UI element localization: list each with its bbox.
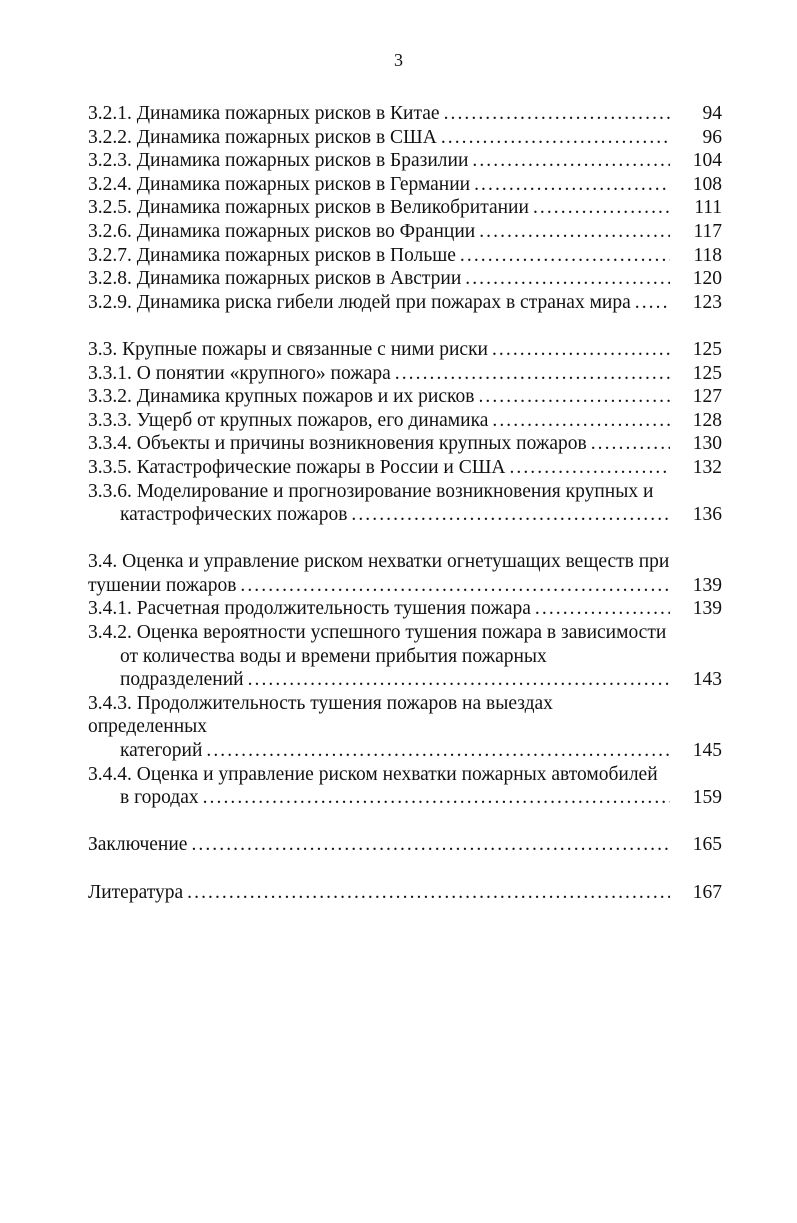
toc-entry-line: 3.4.3. Продолжительность тушения пожаров на выездах определенных <box>88 692 553 738</box>
group-spacer <box>88 527 722 551</box>
page-number: 3 <box>394 50 403 70</box>
dot-leader <box>460 244 670 268</box>
toc-entry-line: 3.2.6. Динамика пожарных рисков во Франции <box>88 220 476 242</box>
toc-entry-line: 3.4.2. Оценка вероятности успешного тушения пожара в зависимости <box>88 622 667 644</box>
toc-entry-line: 3.2.5. Динамика пожарных рисков в Великобритании <box>88 197 529 219</box>
toc-entry[interactable] <box>88 196 722 220</box>
toc-entry-line: тушении пожаров <box>88 574 237 596</box>
toc-entry-title <box>88 409 676 433</box>
toc-entry-last-line <box>88 196 676 220</box>
toc-entry[interactable] <box>88 692 722 763</box>
toc-page-number: 120 <box>692 268 722 290</box>
toc-page-number: 132 <box>692 456 722 478</box>
toc-entry-title <box>88 220 676 244</box>
toc-page-number: 123 <box>692 291 722 313</box>
dot-leader <box>472 149 670 173</box>
toc-page-number: 127 <box>692 386 722 408</box>
toc-entry-last-line <box>88 149 676 173</box>
toc-entry-last-line <box>88 597 676 621</box>
toc-page-number: 130 <box>692 433 722 455</box>
toc-page-number: 108 <box>692 173 722 195</box>
toc-entry-last-line <box>88 409 676 433</box>
dot-leader <box>492 338 670 362</box>
toc-entry-last-line <box>88 385 676 409</box>
toc-entry-title <box>88 196 676 220</box>
toc-entry-line: в городах <box>120 787 199 809</box>
dot-leader <box>441 126 670 150</box>
toc-entry-last-line <box>88 244 676 268</box>
dot-leader <box>203 786 670 810</box>
toc-entry-line: катастрофических пожаров <box>120 504 348 526</box>
toc-entry[interactable] <box>88 480 722 527</box>
toc-entry[interactable] <box>88 267 722 291</box>
group-spacer <box>88 810 722 834</box>
toc-entry-line: 3.2.8. Динамика пожарных рисков в Австрии <box>88 268 462 290</box>
toc-entry-title <box>88 291 676 315</box>
toc-entry-line: 3.3.4. Объекты и причины возникновения крупных пожаров <box>88 433 587 455</box>
toc-entry-title <box>88 102 676 126</box>
toc-entry[interactable] <box>88 338 722 362</box>
toc-group <box>88 550 722 810</box>
toc-entry[interactable] <box>88 763 722 810</box>
toc-entry[interactable] <box>88 362 722 386</box>
toc-entry-title <box>88 480 676 527</box>
toc-entry-last-line <box>88 291 676 315</box>
toc-page-number: 128 <box>692 409 722 431</box>
toc-group <box>88 338 722 527</box>
toc-group <box>88 833 722 857</box>
toc-entry[interactable] <box>88 385 722 409</box>
toc-entry-last-line <box>88 126 676 150</box>
toc-entry[interactable] <box>88 432 722 456</box>
toc-entry-line: 3.4.1. Расчетная продолжительность тушения пожара <box>88 598 531 620</box>
dot-leader <box>635 291 670 315</box>
toc-entry[interactable] <box>88 409 722 433</box>
toc-entry-line: 3.3.3. Ущерб от крупных пожаров, его динамика <box>88 409 489 431</box>
toc-entry[interactable] <box>88 833 722 857</box>
dot-leader <box>535 597 670 621</box>
toc-entry[interactable] <box>88 102 722 126</box>
toc-entry-line: 3.3.1. О понятии «крупного» пожара <box>88 362 391 384</box>
toc-entry-last-line <box>88 668 676 692</box>
toc-entry-title <box>88 432 676 456</box>
toc-page-number: 139 <box>692 598 722 620</box>
toc-entry[interactable] <box>88 126 722 150</box>
toc-entry-line: подразделений <box>120 669 244 691</box>
toc-page-number: 143 <box>692 669 722 691</box>
toc-entry[interactable] <box>88 220 722 244</box>
toc-entry-title <box>88 362 676 386</box>
toc-entry-title <box>88 833 676 857</box>
toc-page-number: 118 <box>693 244 722 266</box>
toc-entry-title <box>88 338 676 362</box>
toc-entry-last-line <box>88 362 676 386</box>
toc-page-number: 165 <box>692 834 722 856</box>
toc-page-number: 117 <box>693 220 722 242</box>
group-spacer <box>88 314 722 338</box>
toc-entry[interactable] <box>88 550 722 597</box>
toc-entry-last-line <box>88 456 676 480</box>
toc-entry-last-line <box>88 833 676 857</box>
toc-entry-last-line <box>88 338 676 362</box>
toc-entry-title <box>88 692 676 763</box>
toc-entry-title <box>88 244 676 268</box>
dot-leader <box>206 739 670 763</box>
toc-group <box>88 102 722 314</box>
dot-leader <box>187 881 670 905</box>
toc-page-number: 167 <box>692 881 722 903</box>
toc-page-number: 96 <box>702 126 722 148</box>
dot-leader <box>240 574 670 598</box>
toc-entry-title <box>88 597 676 621</box>
dot-leader <box>465 267 670 291</box>
toc-entry-line: 3.3.6. Моделирование и прогнозирование возникновения крупных и <box>88 480 654 502</box>
toc-entry-line: 3.3.2. Динамика крупных пожаров и их рисков <box>88 386 475 408</box>
toc-page-number: 104 <box>692 150 722 172</box>
toc-entry-line: 3.2.9. Динамика риска гибели людей при пожарах в странах мира <box>88 291 631 313</box>
dot-leader <box>191 833 670 857</box>
toc-entry-title <box>88 550 676 597</box>
toc-entry[interactable] <box>88 149 722 173</box>
toc-entry-line: 3.3.5. Катастрофические пожары в России и США <box>88 456 506 478</box>
table-of-contents <box>88 102 722 904</box>
toc-entry-title <box>88 456 676 480</box>
dot-leader <box>478 385 670 409</box>
toc-entry-title <box>88 763 676 810</box>
toc-entry[interactable] <box>88 291 722 315</box>
toc-entry-title <box>88 881 676 905</box>
toc-entry-last-line <box>88 503 676 527</box>
dot-leader <box>395 362 670 386</box>
dot-leader <box>509 456 670 480</box>
toc-entry-line: 3.2.1. Динамика пожарных рисков в Китае <box>88 103 440 124</box>
toc-entry[interactable] <box>88 597 722 621</box>
toc-page-number: 139 <box>692 574 722 596</box>
toc-entry-line: 3.2.7. Динамика пожарных рисков в Польше <box>88 244 456 266</box>
toc-entry-last-line <box>88 267 676 291</box>
dot-leader <box>474 173 670 197</box>
toc-entry-line: 3.2.3. Динамика пожарных рисков в Бразилии <box>88 150 469 172</box>
toc-entry-title <box>88 149 676 173</box>
toc-entry-last-line <box>88 432 676 456</box>
toc-entry-title <box>88 126 676 150</box>
toc-entry-title <box>88 385 676 409</box>
toc-entry-line: 3.4. Оценка и управление риском нехватки огнетушащих веществ при <box>88 551 670 573</box>
toc-page-number: 94 <box>702 103 722 124</box>
toc-entry-line: 3.3. Крупные пожары и связанные с ними риски <box>88 338 488 360</box>
group-spacer <box>88 857 722 881</box>
dot-leader <box>492 409 670 433</box>
toc-entry-last-line <box>88 574 676 598</box>
toc-page-number: 145 <box>692 740 722 762</box>
toc-entry-last-line <box>88 102 676 126</box>
toc-page-number: 125 <box>692 362 722 384</box>
toc-entry[interactable] <box>88 173 722 197</box>
toc-entry-title <box>88 173 676 197</box>
toc-entry[interactable] <box>88 881 722 905</box>
toc-entry-title <box>88 621 676 692</box>
toc-entry-last-line <box>88 173 676 197</box>
toc-entry-last-line <box>88 786 676 810</box>
toc-entry-last-line <box>88 220 676 244</box>
dot-leader <box>444 102 670 126</box>
toc-entry-line: 3.2.2. Динамика пожарных рисков в США <box>88 126 437 148</box>
toc-entry-title <box>88 267 676 291</box>
dot-leader <box>479 220 670 244</box>
toc-entry-line: категорий <box>120 740 203 762</box>
toc-entry-line: 3.4.4. Оценка и управление риском нехватки пожарных автомобилей <box>88 763 658 785</box>
toc-entry-last-line <box>88 739 676 763</box>
toc-entry-line: 3.2.4. Динамика пожарных рисков в Германии <box>88 173 471 195</box>
toc-page-number: 125 <box>692 338 722 360</box>
toc-entry-line: Литература <box>88 881 184 903</box>
dot-leader <box>533 196 670 220</box>
toc-page-number: 159 <box>692 787 722 809</box>
toc-group <box>88 881 722 905</box>
dot-leader <box>248 668 670 692</box>
dot-leader <box>591 432 670 456</box>
toc-entry[interactable] <box>88 621 722 692</box>
toc-entry-line: от количества воды и времени прибытия пожарных <box>120 645 547 667</box>
toc-page-number: 111 <box>694 197 722 219</box>
toc-entry-line: Заключение <box>88 834 188 856</box>
toc-page-number: 136 <box>692 504 722 526</box>
toc-entry-last-line <box>88 881 676 905</box>
toc-entry[interactable] <box>88 456 722 480</box>
toc-entry[interactable] <box>88 244 722 268</box>
dot-leader <box>351 503 670 527</box>
